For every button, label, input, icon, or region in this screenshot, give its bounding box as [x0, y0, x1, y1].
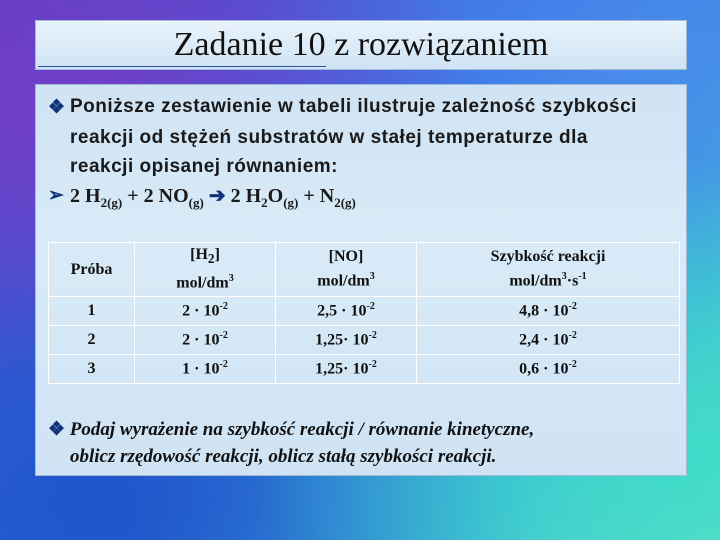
eq-sub-4: (g)	[283, 195, 299, 210]
intro-line-1: Poniższe zestawienie w tabeli ilustruje zależność szybkości	[70, 96, 637, 117]
table-row	[49, 326, 680, 355]
eq-sub-5: 2(g)	[334, 195, 356, 210]
header-no: [NO] mol/$dm^3$	[276, 243, 417, 297]
eq-sub-3: 2	[261, 195, 268, 210]
cell-no: $1,25\cdot 10^{-2}$	[276, 355, 417, 384]
arrow-bullet-icon: ➢	[48, 185, 64, 206]
slide-title: Zadanie 10 z rozwiązaniem	[173, 26, 549, 63]
cell-probe: 2	[49, 326, 135, 355]
cell-rate: $4,8 \cdot 10^{-2}$	[417, 297, 680, 326]
cell-rate: $2,4 \cdot 10^{-2}$	[417, 326, 680, 355]
diamond-bullet-icon: ❖	[48, 97, 66, 118]
rate-table	[48, 242, 680, 384]
eq-part-3: 2 H	[230, 185, 262, 207]
question-line-2: oblicz rzędowość reakcji, oblicz stałą szybkości reakcji.	[70, 446, 497, 467]
header-probe: Próba	[49, 243, 135, 297]
table-row	[49, 355, 680, 384]
table-header-row	[49, 243, 680, 297]
cell-probe: 1	[49, 297, 135, 326]
table-row	[49, 297, 680, 326]
cell-h2: $2 \cdot 10^{-2}$	[135, 297, 276, 326]
reaction-equation	[70, 183, 356, 211]
eq-sub-1: 2(g)	[100, 195, 123, 210]
title-underline	[38, 66, 326, 67]
cell-h2: $1 \cdot 10^{-2}$	[135, 355, 276, 384]
eq-part-2: + 2 NO	[122, 185, 189, 207]
question-text	[48, 416, 678, 470]
intro-line-2: reakcji od stężeń substratów w stałej temperaturze dla	[70, 127, 588, 148]
cell-no: $2,5 \cdot 10^{-2}$	[276, 297, 417, 326]
header-rate: Szybkość reakcji mol/$dm^3\cdot s^{-1}$	[417, 243, 680, 297]
intro-line-3: reakcji opisanej równaniem:	[70, 156, 338, 177]
cell-rate: $0,6 \cdot 10^{-2}$	[417, 355, 680, 384]
reaction-arrow-icon: ➔	[208, 185, 226, 207]
cell-no: $1,25\cdot 10^{-2}$	[276, 326, 417, 355]
question-line-1: Podaj wyrażenie na szybkość reakcji / równanie kinetyczne,	[69, 419, 535, 440]
eq-part-1: 2 H	[70, 185, 101, 207]
eq-part-5: + N	[298, 185, 335, 207]
eq-sub-2: (g)	[188, 195, 204, 210]
diamond-bullet-icon: ❖	[48, 419, 66, 440]
header-h2: $[H_2]$ mol/$dm^3$	[135, 243, 276, 297]
cell-probe: 3	[49, 355, 135, 384]
eq-part-4: O	[267, 185, 284, 207]
cell-h2: $2 \cdot 10^{-2}$	[135, 326, 276, 355]
title-box	[35, 20, 687, 70]
